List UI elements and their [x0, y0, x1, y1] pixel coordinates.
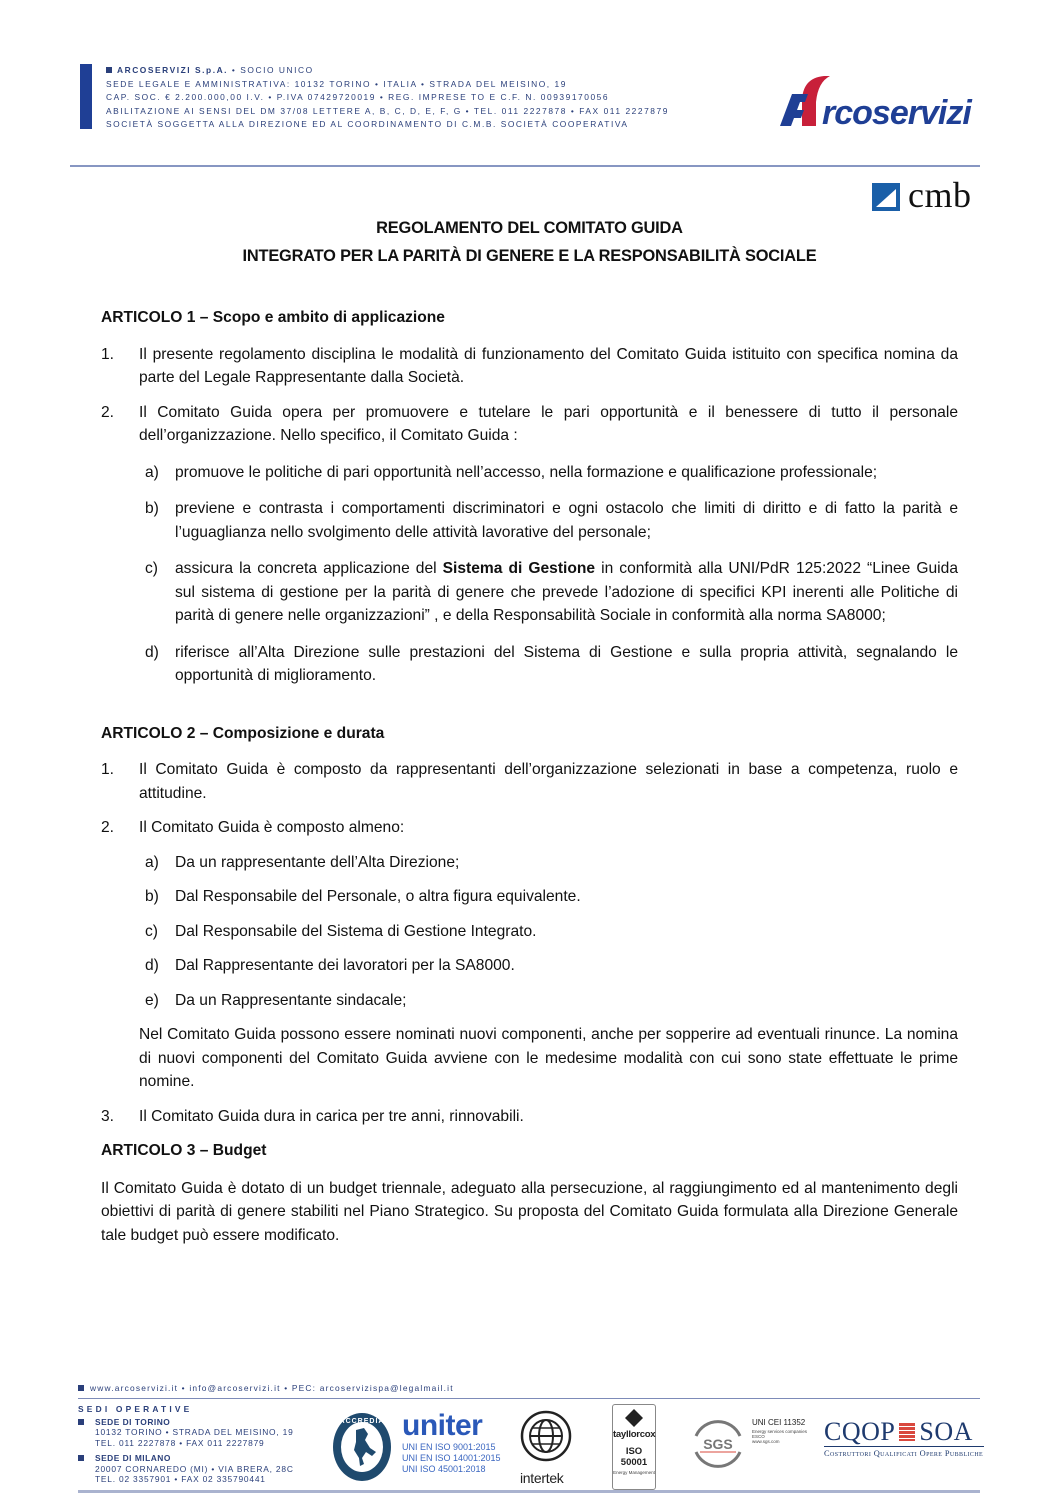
- bullet-square-icon: [78, 1385, 84, 1391]
- article-2-subitem-b: b) Dal Responsabile del Personale, o altra figura equivalente.: [145, 888, 581, 905]
- article-2-subitem-a: a) Da un rappresentante dell’Alta Direzione;: [145, 853, 460, 871]
- intertek-sa8000-certification: [520, 1406, 580, 1492]
- tayllorcox-emblem-icon: [625, 1409, 643, 1427]
- article-1-item-1: 1. Il presente regolamento disciplina le modalità di funzionamento del Comitato Guida istituito con specifica nomina da parte del Legale Rappresentante dalla Società.: [101, 345, 958, 386]
- article-2-item-3: 3. Il Comitato Guida dura in carica per tre anni, rinnovabili.: [101, 1107, 524, 1125]
- article-2-item-1: 1. Il Comitato Guida è composto da rappresentanti dell’organizzazione selezionati in base a competenza, ruolo e attitudine.: [101, 761, 958, 802]
- article-2-note: Nel Comitato Guida possono essere nominati nuovi componenti, anche per sopperire ad eventuali rinunce. La nomina di nuovi componenti del Comitato Guida avviene con le medesime modalità con cui sono state effettuate le prime nomine.: [139, 1026, 958, 1090]
- tayllorcox-iso50001-certification: tayllorcox ISO 50001 Energy Management: [612, 1404, 656, 1490]
- uniter-logo: uniter: [402, 1409, 483, 1442]
- footer-contacts: www.arcoservizi.it • info@arcoservizi.it • PEC: arcoservizispa@legalmail.it: [78, 1383, 454, 1393]
- document-body: [101, 214, 958, 1247]
- footer-bottom-divider: [78, 1490, 980, 1493]
- article-1-subitem-a: a) promuove le politiche di pari opportunità nell’accesso, nella formazione e qualificazione professionale;: [145, 463, 878, 481]
- bullet-square-icon: [78, 1419, 84, 1425]
- article-2-subitem-d: d) Dal Rappresentante dei lavoratori per la SA8000.: [145, 957, 515, 974]
- accredia-badge-icon: [332, 1412, 392, 1482]
- globe-icon: [520, 1406, 572, 1466]
- article-2-subitem-c: c) Dal Responsabile del Sistema di Gestione Integrato.: [145, 922, 537, 940]
- header-accent-bar: [80, 64, 92, 129]
- company-name: ARCOSERVIZI S.p.A.: [117, 65, 229, 75]
- footer-divider: [78, 1398, 980, 1399]
- letterhead-line: ABILITAZIONE AI SENSI DEL DM 37/08 LETTERE A, B, C, D, E, F, G • TEL. 011 2227878 • FAX 011 2227879: [106, 105, 669, 116]
- offices-title: SEDI OPERATIVE: [78, 1404, 193, 1414]
- article-2-subitem-e: e) Da un Rappresentante sindacale;: [145, 991, 407, 1009]
- operating-offices: [78, 1404, 294, 1485]
- company-suffix: • SOCIO UNICO: [228, 65, 314, 75]
- bullet-square-icon: [78, 1455, 84, 1461]
- svg-text:SGS: SGS: [703, 1436, 733, 1452]
- letterhead-line: SEDE LEGALE E AMMINISTRATIVA: 10132 TORINO • ITALIA • STRADA DEL MEISINO, 19: [106, 78, 567, 89]
- intertek-logo: intertek: [520, 1470, 564, 1486]
- article-2-item-2: 2. Il Comitato Guida è composto almeno:: [101, 819, 405, 836]
- cmb-triangle-icon: [872, 183, 900, 211]
- bold-term: Sistema di Gestione: [442, 560, 596, 577]
- office-torino: SEDE DI TORINO 10132 TORINO • STRADA DEL MEISINO, 19 TEL. 011 2227878 • FAX 011 2227879: [78, 1417, 294, 1449]
- bullet-square-icon: [106, 67, 112, 73]
- arcoservizi-logo: [778, 72, 983, 128]
- article-2-heading: ARTICOLO 2 – Composizione e durata: [101, 724, 385, 742]
- cqop-soa-certification: CQOP SOA Costruttori Qualificati Opere Pubbliche: [824, 1417, 984, 1458]
- article-1-heading: ARTICOLO 1 – Scopo e ambito di applicazione: [101, 309, 445, 326]
- article-3-paragraph: Il Comitato Guida è dotato di un budget triennale, adeguato alla persecuzione, al raggiungimento ed al mantenimento degli obiettivi di parità di genere stabiliti nel Piano Strategico. Su proposta del Comitato Guida formulata alla Direzione Generale tale budget può essere modificato.: [101, 1179, 958, 1244]
- sgs-logo-icon: [688, 1414, 748, 1474]
- svg-text:rcoservizi: rcoservizi: [822, 94, 971, 128]
- article-3-heading: ARTICOLO 3 – Budget: [101, 1142, 267, 1159]
- article-1-subitem-b: b) previene e contrasta i comportamenti discriminatori e ogni ostacolo che limiti di diritto e di fatto la parità e l’uguaglianza nello svolgimento delle attività lavorative del personale;: [145, 500, 958, 541]
- cmb-logo: [872, 175, 982, 215]
- brick-wall-icon: [899, 1423, 915, 1441]
- letterhead-line: SOCIETÀ SOGGETTA ALLA DIREZIONE ED AL COORDINAMENTO DI C.M.B. SOCIETÀ COOPERATIVA: [106, 119, 629, 129]
- article-1-subitem-c: c) assicura la concreta applicazione del Sistema di Gestione in conformità alla UNI/PdR 125:2022 “Linee Guida sul sistema di gestione per la parità di genere che prevede l’adozione di specifici KPI inerenti alle Politiche di parità di genere nelle organizzazioni” , e della Responsabilità Sociale in conformità alla norma SA8000;: [145, 560, 958, 624]
- header-divider: [70, 165, 980, 167]
- office-milano: SEDE DI MILANO 20007 CORNAREDO (MI) • VIA BRERA, 28C TEL. 02 3357901 • FAX 02 335790441: [78, 1453, 294, 1485]
- title-line-2: INTEGRATO PER LA PARITÀ DI GENERE E LA RESPONSABILITÀ SOCIALE: [242, 247, 817, 265]
- sgs-certification: SGS UNI CEI 11352 Energy services companies ESCO www.sgs.com: [688, 1414, 808, 1474]
- svg-text:ACCREDIA: ACCREDIA: [339, 1418, 385, 1425]
- document-title: [101, 214, 958, 270]
- article-1-item-2: 2. Il Comitato Guida opera per promuovere e tutelare le pari opportunità e il benessere di tutto il personale dell’organizzazione. Nello specifico, il Comitato Guida :: [101, 403, 958, 444]
- letterhead-line: CAP. SOC. € 2.200.000,00 I.V. • P.IVA 07429720019 • REG. IMPRESE TO E C.F. N. 00939170056: [106, 92, 610, 102]
- article-1-subitem-d: d) riferisce all’Alta Direzione sulle prestazioni del Sistema di Gestione e sulla propria attività, segnalando le opportunità di miglioramento.: [145, 643, 958, 684]
- cmb-wordmark: cmb: [908, 175, 972, 215]
- letterhead-company-info: [106, 64, 669, 132]
- uniter-certification: uniter UNI EN ISO 9001:2015 UNI EN ISO 14001:2015 UNI ISO 45001:2018: [402, 1409, 501, 1474]
- title-line-1: REGOLAMENTO DEL COMITATO GUIDA: [376, 219, 683, 237]
